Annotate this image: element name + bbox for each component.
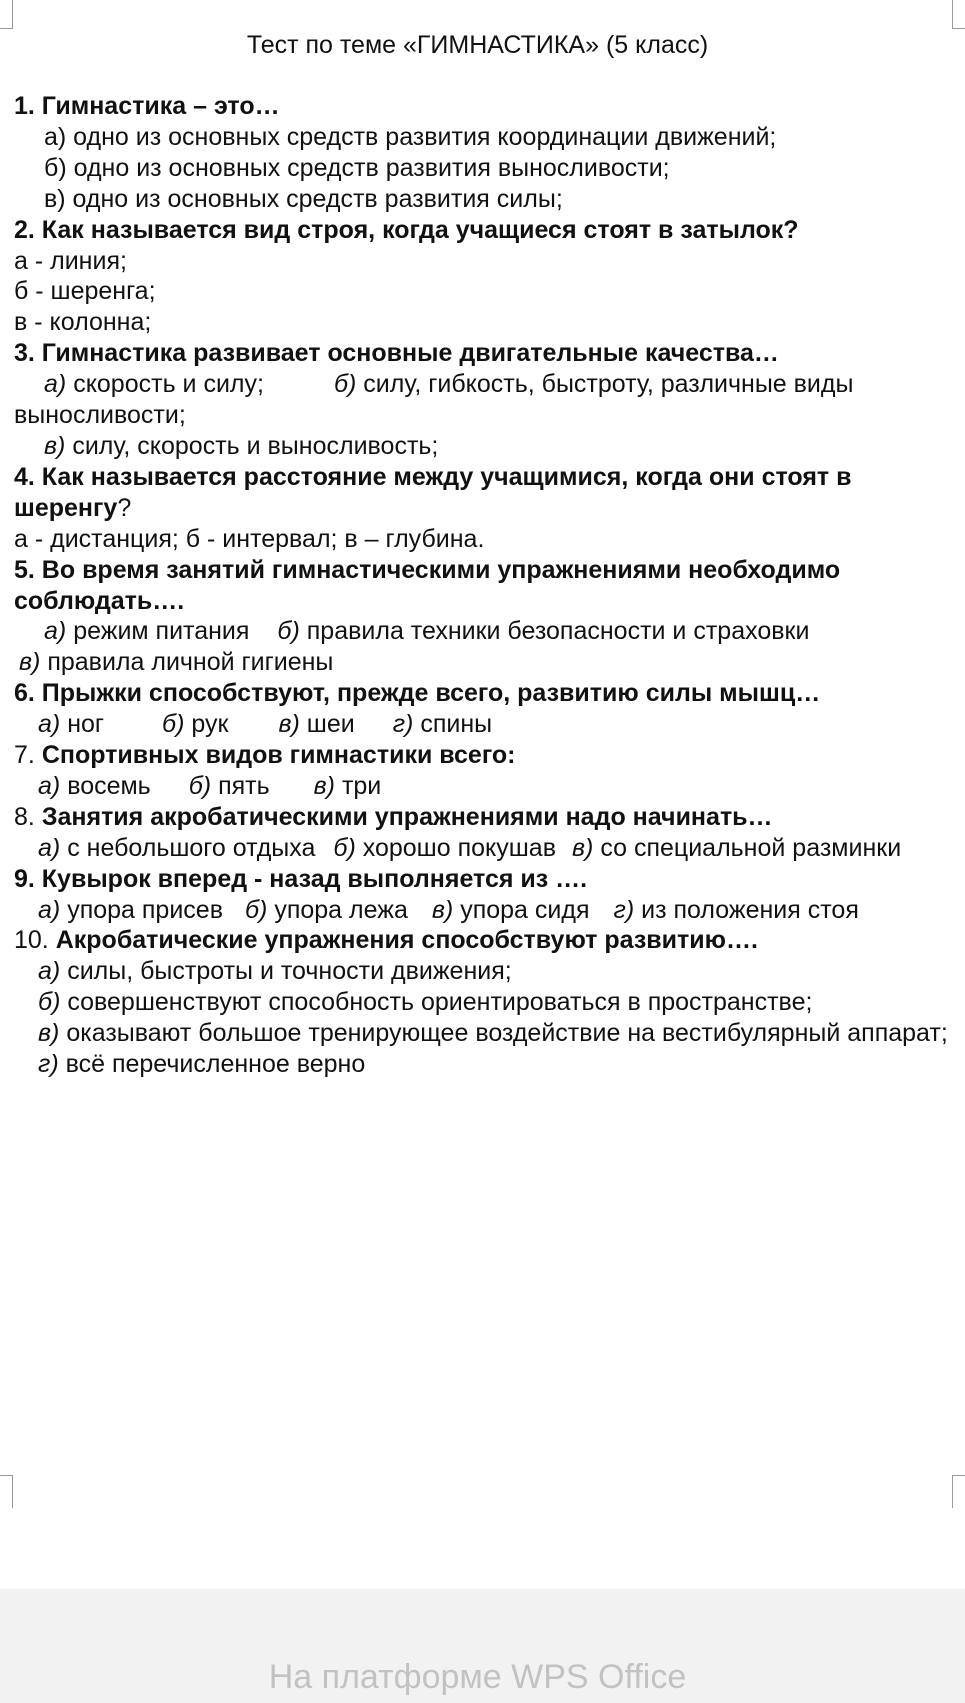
q10-answer-a: силы, быстроты и точности движения;: [67, 957, 512, 986]
q3-answer-c: силу, скорость и выносливость;: [72, 431, 439, 460]
question-8: [14, 802, 949, 833]
q5-answer-a: режим питания: [73, 617, 250, 646]
question-4: 4. Как называется расстояние между учащимися, когда они стоят в шеренгу?: [14, 462, 852, 522]
q7-answer-c: три: [341, 771, 382, 800]
q10-answer-c: оказывают большое тренирующее воздействие на вестибулярный аппарат;: [66, 1019, 948, 1048]
q9-answer-a: упора присев: [67, 895, 223, 924]
q6-letter-d: г): [392, 710, 414, 739]
q9-letter-c: в): [431, 895, 454, 924]
q9-answer-b: упора лежа: [274, 895, 408, 924]
q6-answer-c: шеи: [306, 710, 355, 739]
question-3: 3. Гимнастика развивает основные двигательные качества…: [14, 339, 779, 368]
q8-letter-a: а): [38, 833, 61, 862]
q10-letter-a: а): [38, 957, 61, 986]
document-title: Тест по теме «ГИМНАСТИКА» (5 класс): [246, 31, 709, 59]
q2-answer-c: в - колонна;: [14, 308, 152, 337]
q4-question-mark: ?: [117, 493, 132, 522]
q1-answer-c: в) одно из основных средств развития силы;: [44, 184, 563, 213]
q9-answers: [14, 895, 949, 926]
q4-answers: а - дистанция; б - интервал; в – глубина.: [14, 524, 485, 553]
question-7: [14, 740, 949, 771]
q5-letter-a: а): [44, 617, 67, 646]
footer-watermark: На платформе WPS Office: [268, 1658, 687, 1696]
q7-answers: [14, 771, 949, 802]
q9-answer-c: упора сидя: [460, 895, 590, 924]
q6-answer-d: спины: [420, 710, 493, 739]
q10-letter-c: в): [38, 1019, 60, 1048]
q6-letter-b: б): [162, 710, 185, 739]
page-corner-mark-bottom-right: [952, 1475, 965, 1508]
question-9: 9. Кувырок вперед - назад выполняется из ….: [14, 864, 588, 893]
q7-number: 7.: [14, 741, 35, 770]
q6-letter-a: а): [38, 710, 61, 739]
q8-answers: [14, 833, 949, 864]
q7-letter-a: а): [38, 771, 61, 800]
page-corner-mark-top-left: [0, 0, 13, 29]
q1-answer-a: а) одно из основных средств развития координации движений;: [44, 122, 777, 151]
q10-letter-b: б): [38, 988, 61, 1017]
q9-letter-d: г): [613, 895, 635, 924]
q10-answer-b: совершенствуют способность ориентироваться в пространстве;: [67, 988, 813, 1017]
q8-number: 8.: [14, 802, 35, 831]
question-5: 5. Во время занятий гимнастическими упражнениями необходимо соблюдать….: [14, 555, 841, 615]
q5-answers-ab: [14, 616, 949, 647]
q5-answer-b: правила техники безопасности и страховки: [306, 617, 810, 646]
q10-answer-a-line: [14, 956, 949, 987]
q10-answer-d-line: [14, 1049, 949, 1080]
q9-answer-d: из положения стоя: [641, 895, 859, 924]
q10-number: 10.: [14, 926, 49, 955]
q9-letter-a: а): [38, 895, 61, 924]
question-1: 1. Гимнастика – это…: [14, 92, 280, 120]
q3-letter-b: б): [333, 370, 357, 399]
q7-letter-b: б): [188, 771, 212, 800]
page-corner-mark-bottom-left: [0, 1475, 13, 1508]
q8-answer-a: с небольшого отдыха: [67, 833, 316, 862]
q3-letter-a: а): [44, 370, 67, 399]
q8-letter-c: в): [571, 833, 594, 862]
q10-letter-d: г): [38, 1050, 59, 1079]
q8-answer-c: со специальной разминки: [600, 833, 902, 862]
document-body: [14, 91, 949, 1080]
q2-answer-a: а - линия;: [14, 246, 127, 275]
q6-answer-a: ног: [67, 710, 105, 739]
q6-answers: [14, 709, 949, 740]
q6-letter-c: в): [278, 710, 300, 739]
question-6: 6. Прыжки способствуют, прежде всего, развитию силы мышц…: [14, 679, 821, 708]
q3-letter-c: в): [44, 431, 66, 460]
q3-answer-a: скорость и силу;: [73, 370, 264, 399]
q10-question: Акробатические упражнения способствуют развитию….: [55, 926, 758, 955]
q2-answer-b: б - шеренга;: [14, 277, 156, 306]
q10-answer-b-line: [14, 987, 949, 1018]
question-2: 2. Как называется вид строя, когда учащиеся стоят в затылок?: [14, 215, 799, 244]
q3-answer-c-line: [14, 431, 949, 462]
q6-answer-b: рук: [191, 710, 229, 739]
q5-letter-c: в): [19, 648, 41, 677]
q5-answer-c-line: [14, 647, 949, 678]
q3-answers-ab: [14, 369, 949, 431]
q1-answer-b: б) одно из основных средств развития выносливости;: [44, 153, 670, 182]
q5-answer-c: правила личной гигиены: [47, 648, 334, 677]
q7-answer-a: восемь: [67, 771, 151, 800]
question-10: [14, 925, 949, 956]
q8-question: Занятия акробатическими упражнениями надо начинать…: [41, 802, 773, 831]
q7-letter-c: в): [313, 771, 335, 800]
q8-answer-b: хорошо покушав: [362, 833, 556, 862]
q7-question: Спортивных видов гимнастики всего:: [41, 741, 516, 770]
q8-letter-b: б): [333, 833, 356, 862]
q10-answer-d: всё перечисленное верно: [65, 1050, 366, 1079]
q3-answer-b: силу, гибкость, быстроту, различные виды выносливости;: [14, 370, 854, 430]
q10-answer-c-line: [14, 1018, 949, 1049]
q5-letter-b: б): [277, 617, 300, 646]
q9-letter-b: б): [244, 895, 268, 924]
q7-answer-b: пять: [218, 771, 270, 800]
page-corner-mark-top-right: [952, 0, 965, 29]
